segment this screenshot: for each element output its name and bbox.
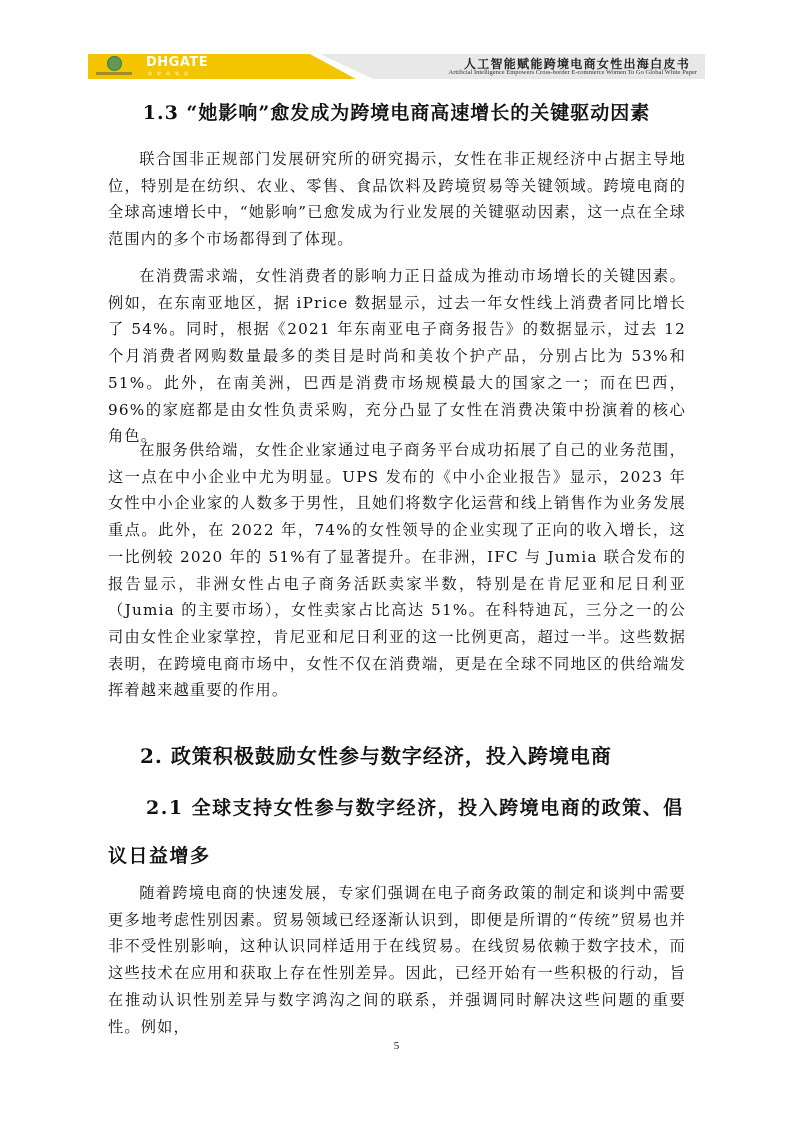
paragraph <box>108 263 686 450</box>
header-title-en: Artificial Intelligence Empowers Cross-border E-commerce Women To Go Global White Paper <box>448 69 697 76</box>
paragraph-text: 在消费需求端，女性消费者的影响力正日益成为推动市场增长的关键因素。例如，在东南亚地区，据 iPrice 数据显示，过去一年女性线上消费者同比增长了 54%。同时，根据《2021 年东南亚电子商务报告》的数据显示，过去 12 个月消费者网购数量最多的类目是时尚和美妆个护产品，分别占比为 53%和 51%。此外，在南美洲，巴西是消费市场规模最大的国家之一；而在巴西，96%的家庭都是由女性负责采购，充分凸显了女性在消费决策中扮演着的核心角色。 <box>108 267 686 446</box>
section-2-1-heading <box>108 784 686 880</box>
header-yellow-band <box>88 54 356 79</box>
heading-text: 2.1 全球支持女性参与数字经济，投入跨境电商的政策、倡议日益增多 <box>108 797 684 867</box>
dhgate-logo-subtitle: 敦煌网集团 <box>148 71 193 76</box>
section-2-heading: 2. 政策积极鼓励女性参与数字经济，投入跨境电商 <box>140 744 612 768</box>
page-number: 5 <box>393 1040 400 1052</box>
globe-logo-caption <box>96 72 132 75</box>
paragraph <box>108 880 686 1040</box>
paragraph <box>108 146 686 253</box>
paragraph <box>108 437 686 704</box>
dhgate-logo: DHGATE <box>146 55 209 70</box>
section-1-3-heading: 1.3 “她影响”愈发成为跨境电商高速增长的关键驱动因素 <box>142 102 651 124</box>
paragraph-text: 联合国非正规部门发展研究所的研究揭示，女性在非正规经济中占据主导地位，特别是在纺织、农业、零售、食品饮料及跨境贸易等关键领域。跨境电商的全球高速增长中，“她影响”已愈发成为行业发展的关键驱动因素，这一点在全球范围内的多个市场都得到了体现。 <box>108 150 686 249</box>
header-title-cn: 人工智能赋能跨境电商女性出海白皮书 <box>463 57 690 71</box>
paragraph-text: 在服务供给端，女性企业家通过电子商务平台成功拓展了自己的业务范围，这一点在中小企业中尤为明显。UPS 发布的《中小企业报告》显示，2023 年女性中小企业家的人数多于男性，且她们将数字化运营和线上销售作为业务发展重点。此外，在 2022 年，74%的女性领导的企业实现了正向的收入增长，这一比例较 2020 年的 51%有了显著提升。在非洲，IFC 与 Jumia 联合发布的报告显示，非洲女性占电子商务活跃卖家半数，特别是在肯尼亚和尼日利亚（Jumia 的主要市场），女性卖家占比高达 51%。在科特迪瓦，三分之一的公司由女性企业家掌控，肯尼亚和尼日利亚的这一比例更高，超过一半。这些数据表明，在跨境电商市场中，女性不仅在消费端，更是在全球不同地区的供给端发挥着越来越重要的作用。 <box>108 441 686 700</box>
paragraph-text: 随着跨境电商的快速发展，专家们强调在电子商务政策的制定和谈判中需要更多地考虑性别因素。贸易领域已经逐渐认识到，即便是所谓的“传统”贸易也并非不受性别影响，这种认识同样适用于在线贸易。在线贸易依赖于数字技术，而这些技术在应用和获取上存在性别差异。因此，已经开始有一些积极的行动，旨在推动认识性别差异与数字鸿沟之间的联系，并强调同时解决这些问题的重要性。例如， <box>108 884 686 1036</box>
globe-logo-icon <box>107 56 122 71</box>
page-header <box>88 54 705 79</box>
